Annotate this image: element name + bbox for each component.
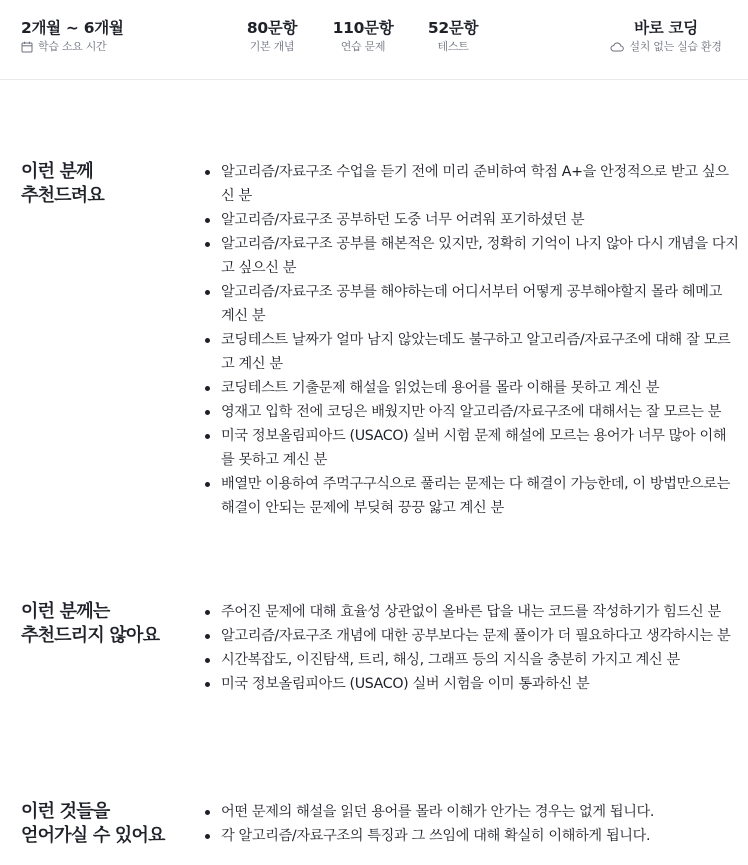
section-recommend-title-line2: 추천드려요 [21,185,104,206]
section-not-recommend-title-line1: 이런 분께는 [21,601,110,622]
list-item: 주어진 문제에 대해 효율성 상관없이 올바른 답을 내는 코드를 작성하기가 힘드신 분 [203,600,739,624]
section-recommend-title [21,160,191,208]
list-item: 알고리즘/자료구조 수업을 듣기 전에 미리 준비하여 학점 A+을 안정적으로 받고 싶으신 분 [203,160,739,208]
stat-duration [21,18,124,55]
stat-tests-value: 52문항 [427,19,479,37]
section-gains-title-line2: 얻어가실 수 있어요 [21,825,165,846]
list-item: 알고리즘/자료구조 공부를 해야하는데 어디서부터 어떻게 공부해야할지 몰라 헤메고 계신 분 [203,280,739,328]
stat-concepts-caption: 기본 개념 [249,40,295,53]
list-item: 미국 정보올림피아드 (USACO) 실버 시험 문제 해설에 모르는 용어가 너무 많아 이해를 못하고 계신 분 [203,424,739,472]
list-item: 알고리즘/자료구조 공부하던 도중 너무 어려워 포기하셨던 분 [203,208,739,232]
recommend-list [203,160,739,520]
section-gains-title-line1: 이런 것들을 [21,801,110,822]
list-item: 배열만 이용하여 주먹구구식으로 풀리는 문제는 다 해결이 가능한데, 이 방법만으로는 해결이 안되는 문제에 부딪혀 끙끙 앓고 계신 분 [203,472,739,520]
stat-practice-value: 110문항 [332,19,394,37]
list-item: 각 알고리즘/자료구조의 특징과 그 쓰임에 대해 확실히 이해하게 됩니다. [203,824,739,848]
stat-coding-caption: 설치 없는 실습 환경 [629,40,722,53]
stat-practice-caption: 연습 문제 [340,40,386,53]
stat-concepts-value: 80문항 [246,19,298,37]
not-recommend-list [203,600,739,696]
stat-duration-value: 2개월 ~ 6개월 [21,19,124,37]
list-item: 어떤 문제의 해설을 읽던 용어를 몰라 이해가 안가는 경우는 없게 됩니다. [203,800,739,824]
list-item: 시간복잡도, 이진탐색, 트리, 해싱, 그래프 등의 지식을 충분히 가지고 계신 분 [203,648,739,672]
stat-practice [318,18,408,55]
stat-tests [408,18,498,55]
list-item: 미국 정보올림피아드 (USACO) 실버 시험을 이미 통과하신 분 [203,672,739,696]
stat-coding [595,18,737,55]
stat-duration-caption-row [21,39,124,55]
stat-concepts [227,18,317,55]
list-item: 코딩테스트 기출문제 해설을 읽었는데 용어를 몰라 이해를 못하고 계신 분 [203,376,739,400]
list-item: 알고리즘/자료구조 공부를 해본적은 있지만, 정확히 기억이 나지 않아 다시 개념을 다지고 싶으신 분 [203,232,739,280]
section-gains-title [21,800,191,848]
gains-list [203,800,739,848]
list-item: 코딩테스트 날짜가 얼마 남지 않았는데도 불구하고 알고리즘/자료구조에 대해 잘 모르고 계신 분 [203,328,739,376]
section-not-recommend-title [21,600,191,648]
list-item: 알고리즘/자료구조 개념에 대한 공부보다는 문제 풀이가 더 필요하다고 생각하시는 분 [203,624,739,648]
cloud-icon [610,42,624,52]
calendar-icon [21,41,33,53]
section-recommend-title-line1: 이런 분께 [21,161,93,182]
stat-duration-caption: 학습 소요 시간 [38,40,107,53]
course-stats-bar [0,0,748,80]
stat-coding-value: 바로 코딩 [634,19,698,37]
stat-coding-caption-row [595,39,737,55]
stat-tests-caption: 테스트 [437,40,469,53]
list-item: 영재고 입학 전에 코딩은 배웠지만 아직 알고리즘/자료구조에 대해서는 잘 모르는 분 [203,400,739,424]
section-not-recommend-title-line2: 추천드리지 않아요 [21,625,160,646]
